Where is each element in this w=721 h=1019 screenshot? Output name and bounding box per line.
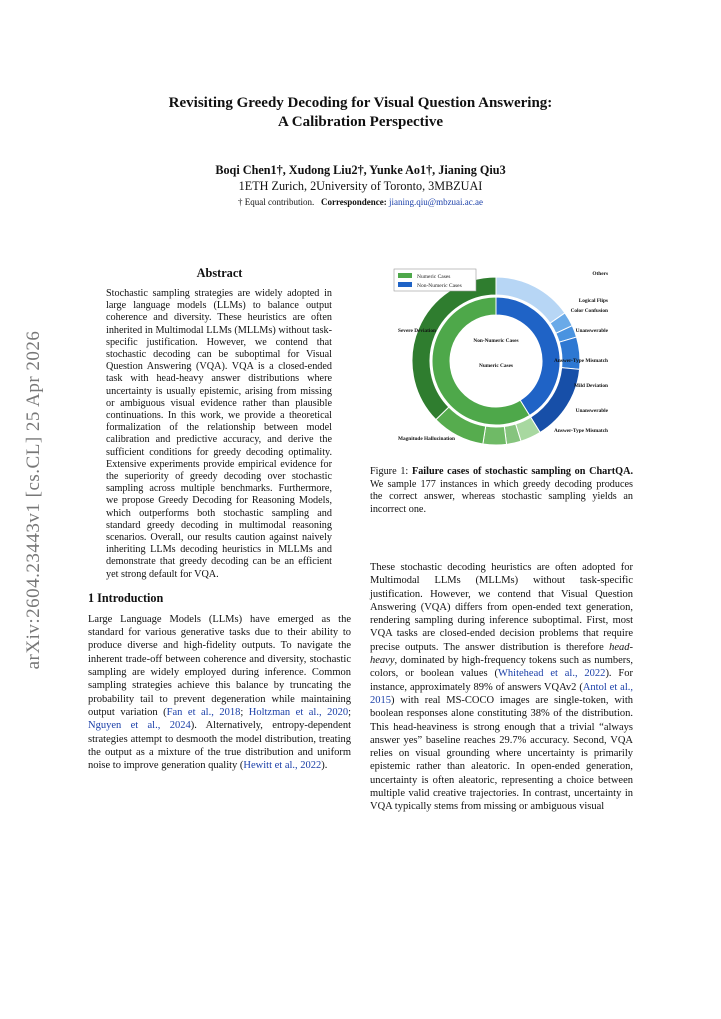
figure-1 xyxy=(370,266,633,456)
figure-caption: Figure 1: Failure cases of stochastic sampling on ChartQA. We sample 177 instances in which greedy decoding produces the correct answer, whereas stochastic sampling yields an incorrect one. xyxy=(370,466,634,515)
legend-swatch-non-numeric xyxy=(398,282,412,287)
chart-legend xyxy=(394,269,476,291)
inner-label-non-numeric: Non-Numeric Cases xyxy=(473,338,519,344)
outer-label-logical-flips: Logical Flips xyxy=(578,298,608,304)
outer-label-severe-deviation: Severe Deviation xyxy=(398,328,437,334)
failure-cases-donut-chart xyxy=(370,266,633,456)
section-heading-introduction: 1 Introduction xyxy=(88,590,164,605)
title-line-2: A Calibration Perspective xyxy=(278,114,443,130)
left-column xyxy=(88,266,351,772)
caption-emphasis: Failure cases of stochastic sampling on ChartQA. xyxy=(411,466,634,477)
title-line-1: Revisiting Greedy Decoding for Visual Question Answering: xyxy=(168,95,553,111)
abstract-heading: Abstract xyxy=(196,266,243,280)
outer-label-magnitude-hallucination: Magnitude Hallucination xyxy=(398,436,455,442)
outer-label-others: Others xyxy=(592,271,608,277)
author-affiliations: 1ETH Zurich, 2University of Toronto, 3MBZUAI xyxy=(238,179,483,193)
abstract-text: Stochastic sampling strategies are widely adopted in large language models (LLMs) to balance output coherence and diversity. These heuristics are often inherited in Multimodal LLMs (MLLMs) without task-specific justification. However, we contend that stochastic decoding can be suboptimal for Visual Question Answering (VQA). VQA is a closed-ended task with head-heavy answer distributions where uncertainty is usually epistemic, arising from missing or ambiguous visual evidence rather than plausible continuations. In this work, we provide a theoretical formalization of the relationship between model calibration and predictive accuracy, and derive the sufficient conditions for greedy decoding optimality. Extensive experiments provide empirical evidence for the superiority of greedy decoding over stochastic sampling across multiple benchmarks. Furthermore, we propose Greedy Decoding for Reasoning Models, which outperforms both stochastic sampling and standard greedy decoding in multimodal reasoning scenarios. Overall, our results caution against naively inheriting LLMs decoding heuristics in MLLMs and demonstrate that greedy decoding can be an efficient yet strong default for VQA. xyxy=(106,288,332,580)
citation-link[interactable]: Fan et al., 2018 xyxy=(166,706,241,718)
outer-slice-3 xyxy=(559,337,580,369)
legend-swatch-numeric xyxy=(398,273,412,278)
citation-link[interactable]: Holtzman et al., 2020 xyxy=(248,706,349,718)
citation-link[interactable]: Hewitt et al., 2022 xyxy=(243,760,322,772)
paper-title xyxy=(88,94,633,132)
outer-label-unanswerable-num: Unanswerable xyxy=(575,408,608,414)
outer-label-color-confusion: Color Confusion xyxy=(570,308,608,314)
author-notes xyxy=(88,194,633,210)
outer-slice-7 xyxy=(483,426,507,445)
citation-link[interactable]: Whitehead et al., 2022 xyxy=(498,668,606,680)
outer-label-answer-type-mismatch-nn: Answer-Type Mismatch xyxy=(554,358,608,364)
author-names: Boqi Chen1†, Xudong Liu2†, Yunke Ao1†, Jianing Qiu3 xyxy=(215,163,506,177)
citation-link[interactable]: Nguyen et al., 2024 xyxy=(88,720,191,732)
outer-label-mild-deviation: Mild Deviation xyxy=(574,383,608,389)
right-column xyxy=(370,266,633,814)
author-block xyxy=(88,162,633,210)
arxiv-identifier: arXiv:2604.23443v1 [cs.CL] 25 Apr 2026 xyxy=(23,330,44,670)
correspondence-label: Correspondence: xyxy=(320,197,387,207)
right-paragraph: These stochastic decoding heuristics are often adopted for Multimodal LLMs (MLLMs) without task-specific justification. However, we contend that Visual Question Answering (VQA) differs from open-ended text generation, rendering sampling during inference suboptimal. First, most VQA tasks are closed-ended decision problems that require precise outputs. The answer distribution is therefore head-heavy, dominated by high-frequency tokens such as numbers, colors, or boolean values (Whitehead et al., 2022). For instance, approximately 89% of answers VQAv2 (Antol et al., 2015) with real MS-COCO images are single-token, with boolean responses alone constituting 38% of the distribution. This head-heaviness is strong enough that a trivial “always answer yes” baseline reaches 29.7% accuracy. Second, VQA relies on visual grounding where uncertainty is primarily epistemic rather than aleatoric. In open-ended generation, uncertainty is often aleatoric, representing a choice between multiple valid creative trajectories. In contrast, uncertainty in VQA typically stems from missing or ambiguous visual xyxy=(370,562,634,813)
inner-label-numeric: Numeric Cases xyxy=(479,363,513,369)
legend-label-numeric: Numeric Cases xyxy=(417,274,451,280)
legend-label-non-numeric: Non-Numeric Cases xyxy=(417,283,462,289)
citation-link[interactable]: Antol et al., 2015 xyxy=(370,681,634,706)
outer-label-unanswerable-nn: Unanswerable xyxy=(575,328,608,334)
outer-label-answer-type-mismatch-num: Answer-Type Mismatch xyxy=(554,428,608,434)
equal-contribution: † Equal contribution. xyxy=(237,197,315,207)
intro-paragraph: Large Language Models (LLMs) have emerged as the standard for various generative tasks due to their ability to produce diverse and high-fidelity outputs. To navigate the inherent trade-off between coherence and diversity, stochastic sampling are widely employed during inference. Common sampling strategies achieve this balance by truncating the probability tail to prevent degeneration while maintaining output variation (Fan et al., 2018; Holtzman et al., 2020; Nguyen et al., 2024). Alternatively, entropy-dependent strategies attempt to desmooth the model distribution, treating the output as a mixture of the true distribution and uniform noise to improve generation quality (Hewitt et al., 2022). xyxy=(88,613,352,772)
email-link[interactable]: jianing.qiu@mbzuai.ac.ae xyxy=(389,197,484,207)
